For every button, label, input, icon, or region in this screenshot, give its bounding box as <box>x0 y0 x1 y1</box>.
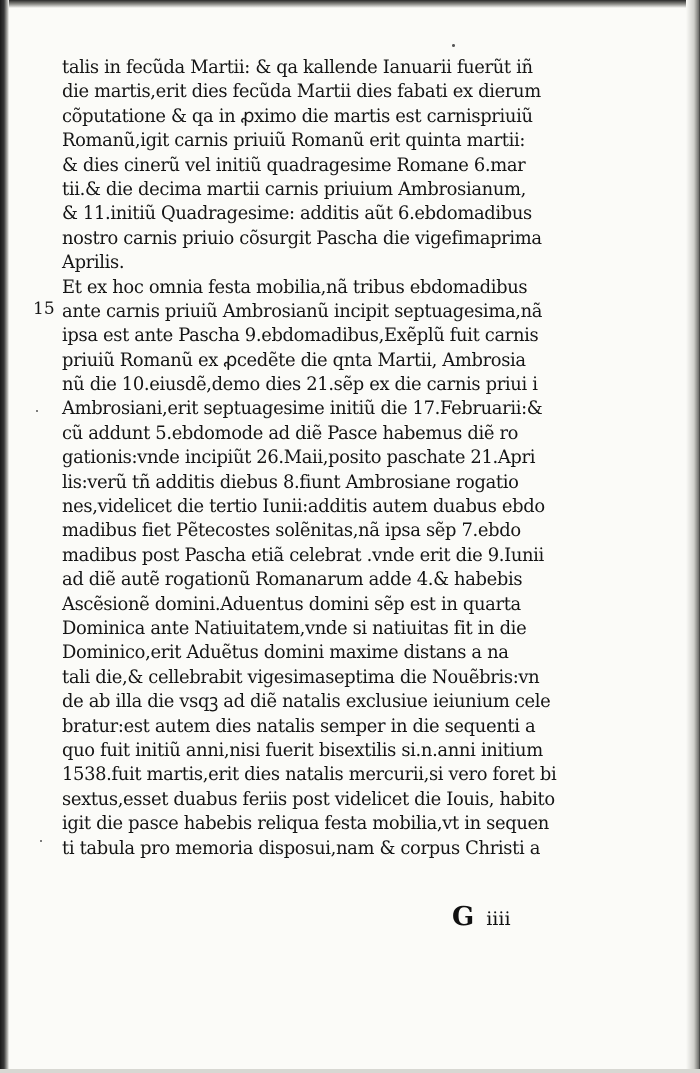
text-line: madibus fiet Pẽtecostes solẽnitas,nã ipsa sẽp 7.ebdo <box>62 520 521 542</box>
text-line: Dominico,erit Aduẽtus domini maxime distans a na <box>62 642 509 664</box>
body-text <box>62 56 602 861</box>
text-line: tali die,& cellebrabit vigesimaseptima die Nouẽbris:vn <box>62 666 540 688</box>
text-line: tii.& die decima martii carnis priuium Ambrosianum, <box>62 178 526 200</box>
text-line: Dominica ante Natiuitatem,vnde si natiuitas fit in die <box>62 617 527 639</box>
page-top-shadow <box>0 0 700 8</box>
page-bottom-edge <box>0 1069 700 1073</box>
page-right-shadow <box>686 0 700 1073</box>
text-line: talis in fecũda Martii: & qa kallende Ianuarii fuerũt iñ <box>62 57 533 78</box>
signature-number: iiii <box>486 908 511 930</box>
text-line: cõputatione & qa in ꝓximo die martis est carnispriuiũ <box>62 105 533 127</box>
text-line: de ab illa die vsqꝫ ad diẽ natalis exclusiue ieiunium cele <box>62 691 551 713</box>
text-line: ante carnis priuiũ Ambrosianũ incipit septuagesima,nã <box>62 300 543 322</box>
text-line: die martis,erit dies fecũda Martii dies fabati ex dierum <box>62 81 541 103</box>
text-line: Aprilis. <box>62 252 125 274</box>
text-line: ad diẽ autẽ rogationũ Romanarum adde 4.& habebis <box>62 569 523 591</box>
text-line: Et ex hoc omnia festa mobilia,nã tribus ebdomadibus <box>62 276 528 298</box>
text-line: quo fuit initiũ anni,nisi fuerit bisextilis si.n.anni initium <box>62 739 543 761</box>
text-line: Romanũ,igit carnis priuiũ Romanũ erit quinta martii: <box>62 130 526 152</box>
text-line: lis:verũ tñ additis diebus 8.fiunt Ambrosiane rogatio <box>62 471 519 493</box>
text-line: madibus post Pascha etiã celebrat .vnde erit die 9.Iunii <box>62 544 544 566</box>
text-line: priuiũ Romanũ ex ꝓcedẽte die qnta Martii, Ambrosia <box>62 349 526 371</box>
text-line: ti tabula pro memoria disposui,nam & corpus Christi a <box>62 837 541 859</box>
text-line: nũ die 10.eiusdẽ,demo dies 21.sẽp ex die carnis priui i <box>62 374 538 396</box>
text-line: & dies cinerũ vel initiũ quadragesime Romane 6.mar <box>62 154 526 176</box>
text-line: nostro carnis priuio cõsurgit Pascha die vigefimaprima <box>62 227 542 249</box>
marginal-line-number: 15 <box>33 299 55 319</box>
text-line: Ambrosiani,erit septuagesime initiũ die 17.Februarii:& <box>62 398 543 420</box>
signature-mark <box>452 903 511 931</box>
text-line: gationis:vnde incipiũt 26.Maii,posito paschate 21.Apri <box>62 447 536 469</box>
text-line: bratur:est autem dies natalis semper in die sequenti a <box>62 715 536 737</box>
text-line: Ascẽsionẽ domini.Aduentus domini sẽp est in quarta <box>62 593 521 615</box>
text-line: sextus,esset duabus feriis post videlicet die Iouis, habito <box>62 788 555 810</box>
signature-letter: G <box>452 902 475 932</box>
text-line: & 11.initiũ Quadragesime: additis aũt 6.ebdomadibus <box>62 203 532 225</box>
text-line: nes,videlicet die tertio Iunii:additis autem duabus ebdo <box>62 496 545 518</box>
ink-speck <box>452 44 455 47</box>
ink-speck <box>36 410 38 412</box>
page-left-shadow <box>0 0 9 1073</box>
text-line: ipsa est ante Pascha 9.ebdomadibus,Exẽplũ fuit carnis <box>62 325 539 347</box>
text-line: igit die pasce habebis reliqua festa mobilia,vt in sequen <box>62 813 549 835</box>
text-line: 1538.fuit martis,erit dies natalis mercurii,si vero foret bi <box>62 764 557 786</box>
ink-speck <box>40 840 42 842</box>
text-line: cũ addunt 5.ebdomode ad diẽ Pasce habemus diẽ ro <box>62 422 519 444</box>
